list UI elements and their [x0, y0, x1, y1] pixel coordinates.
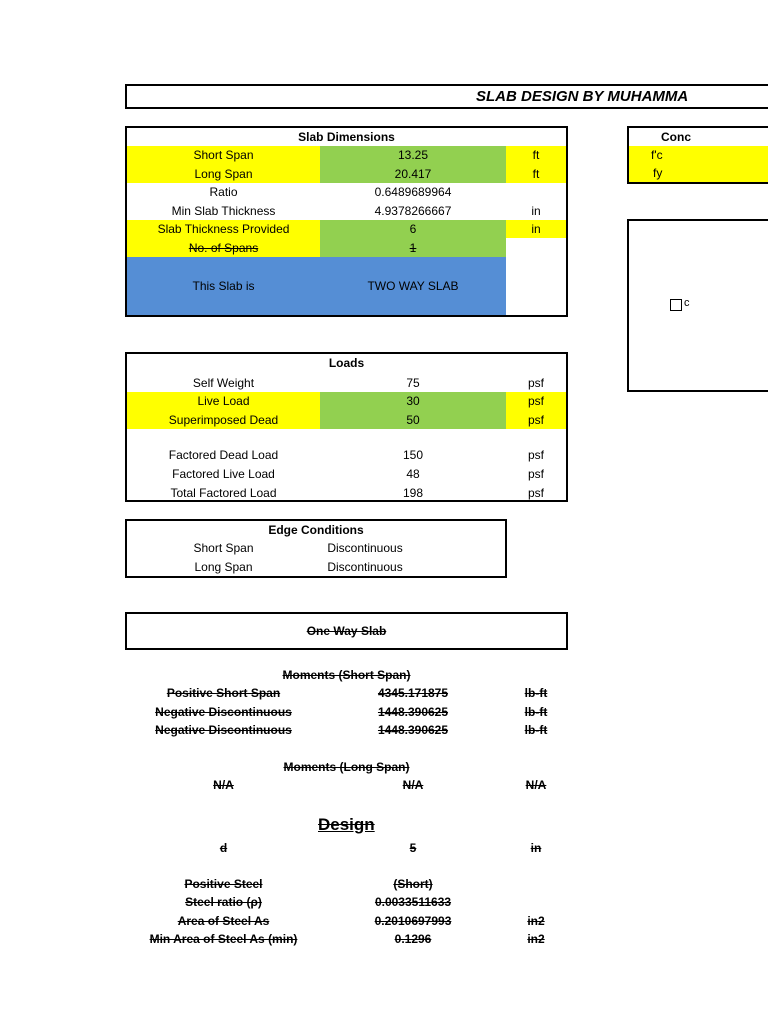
design-heading: Design [318, 815, 375, 834]
d-unit: in [530, 841, 542, 855]
self-weight-value: 75 [406, 376, 420, 390]
min-thickness-label: Min Slab Thickness [171, 203, 276, 218]
live-load-unit: psf [506, 392, 566, 410]
moment-row-unit: lb-ft [524, 705, 548, 719]
factored-live-value: 48 [406, 467, 420, 481]
moments-short-header: Moments (Short Span) [282, 668, 411, 682]
spans-value[interactable]: 1 [320, 238, 506, 257]
edge-conditions-header: Edge Conditions [268, 523, 364, 537]
long-span-label: Long Span [127, 164, 320, 183]
moment-row-unit: lb-ft [524, 686, 548, 700]
live-load-label: Live Load [127, 392, 320, 410]
area-steel-value: 0.2010697993 [374, 914, 452, 928]
thickness-provided-unit: in [506, 220, 566, 238]
total-factored-label: Total Factored Load [170, 486, 277, 500]
slab-type-label: This Slab is [127, 257, 320, 315]
long-span-value[interactable]: 20.417 [320, 164, 506, 183]
steel-ratio-value: 0.0033511633 [374, 895, 452, 909]
live-load-value[interactable]: 30 [320, 392, 506, 410]
loads-header: Loads [328, 356, 365, 370]
short-span-label: Short Span [127, 146, 320, 164]
superimposed-dead-label: Superimposed Dead [127, 410, 320, 429]
factored-dead-unit: psf [527, 448, 544, 462]
moments-long-a: N/A [213, 778, 234, 792]
moment-row-label: Negative Discontinuous [155, 705, 292, 719]
area-steel-label: Area of Steel As [177, 914, 270, 928]
moment-row-label: Positive Short Span [166, 686, 281, 700]
long-span-unit: ft [506, 164, 566, 183]
factored-dead-label: Factored Dead Load [168, 448, 279, 462]
positive-steel-value: (Short) [393, 877, 433, 891]
moment-row-unit: lb-ft [524, 723, 548, 737]
fc-label: f'c [629, 146, 768, 164]
one-way-slab-title: One Way Slab [306, 624, 387, 638]
concrete-header: Conc [661, 130, 691, 144]
fy-label: fy [629, 164, 768, 182]
moment-row-value: 1448.390625 [377, 723, 449, 737]
sheet-title: SLAB DESIGN BY MUHAMMA [476, 88, 689, 105]
factored-dead-value: 150 [402, 448, 424, 462]
factored-live-unit: psf [527, 467, 544, 481]
min-thickness-unit: in [531, 203, 541, 218]
slab-dimensions-table [125, 126, 568, 317]
steel-ratio-label: Steel ratio (ρ) [185, 895, 262, 909]
total-factored-unit: psf [527, 486, 544, 500]
concrete-table [627, 126, 768, 184]
factored-live-label: Factored Live Load [172, 467, 275, 481]
area-steel-unit: in2 [527, 914, 545, 928]
thickness-provided-label: Slab Thickness Provided [127, 220, 320, 238]
short-span-value[interactable]: 13.25 [320, 146, 506, 164]
side-panel [627, 219, 768, 392]
moment-row-value: 4345.171875 [377, 686, 449, 700]
checkbox-label: c [684, 297, 690, 309]
slab-type-value: TWO WAY SLAB [320, 257, 506, 315]
moment-row-value: 1448.390625 [377, 705, 449, 719]
one-way-slab-box [125, 612, 568, 650]
ratio-label: Ratio [209, 185, 238, 199]
superimposed-dead-unit: psf [506, 410, 566, 429]
min-thickness-value: 4.9378266667 [374, 203, 452, 218]
d-label: d [219, 841, 228, 855]
slab-dimensions-header: Slab Dimensions [298, 130, 395, 144]
min-area-steel-unit: in2 [527, 932, 545, 946]
d-value: 5 [409, 841, 417, 855]
moments-long-header: Moments (Long Span) [283, 760, 410, 774]
ratio-value: 0.6489689964 [374, 185, 452, 199]
spans-label: No. of Spans [127, 238, 320, 257]
edge-long-span-label: Long Span [194, 560, 253, 574]
edge-short-span-value: Discontinuous [327, 541, 403, 555]
short-span-unit: ft [506, 146, 566, 164]
self-weight-label: Self Weight [192, 376, 255, 390]
edge-short-span-label: Short Span [193, 541, 254, 555]
total-factored-value: 198 [402, 486, 424, 500]
moment-row-label: Negative Discontinuous [155, 723, 292, 737]
min-area-steel-value: 0.1296 [394, 932, 432, 946]
positive-steel-label: Positive Steel [184, 877, 263, 891]
loads-table [125, 352, 568, 502]
moments-long-c: N/A [525, 778, 547, 792]
edge-long-span-value: Discontinuous [327, 560, 403, 574]
superimposed-dead-value[interactable]: 50 [320, 410, 506, 429]
min-area-steel-label: Min Area of Steel As (min) [149, 932, 298, 946]
thickness-provided-value[interactable]: 6 [320, 220, 506, 238]
self-weight-unit: psf [527, 376, 544, 390]
moments-long-b: N/A [402, 778, 424, 792]
edge-conditions-table [125, 519, 507, 578]
option-checkbox[interactable] [670, 299, 682, 311]
